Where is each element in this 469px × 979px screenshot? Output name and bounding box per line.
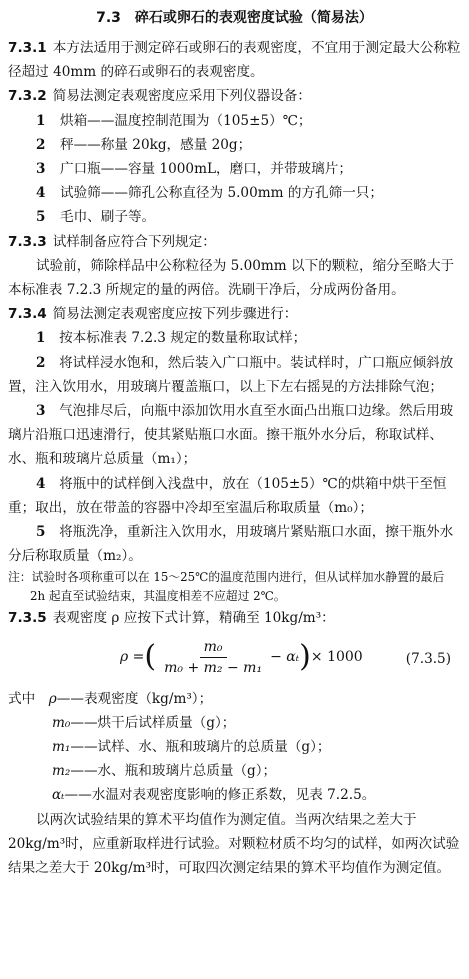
equation-number: (7.3.5) bbox=[405, 650, 451, 667]
left-paren: ( bbox=[144, 639, 157, 675]
clause-number: 7.3.5 bbox=[8, 610, 47, 627]
right-paren: ) bbox=[299, 639, 311, 675]
where-row: m₀——烘干后试样质量（g）； bbox=[52, 714, 236, 731]
clause-text: 简易法测定表观密度应采用下列仪器设备： bbox=[52, 88, 311, 105]
step-item: 4 将瓶中的试样倒入浅盘中，放在（105±5）℃的烘箱中烘干至恒重；取出，放在带盖的容器中冷却至室温后称取质量（m₀）； bbox=[8, 475, 447, 516]
note: 注：试验时各项称重可以在 15～25℃的温度范围内进行，但从试样加水静置的最后 2h 起直至试验结束，其温度相差不应超过 2℃。 bbox=[8, 570, 445, 604]
clause-number: 7.3.1 bbox=[8, 40, 47, 56]
clause-number: 7.3.4 bbox=[8, 306, 47, 323]
formula-multiplier: × 1000 bbox=[310, 649, 363, 666]
where-row: m₁——试样、水、瓶和玻璃片的总质量（g）； bbox=[52, 739, 331, 756]
where-row: 式中 ρ——表观密度（kg/m³）； bbox=[8, 690, 213, 707]
formula-7-3-5 bbox=[8, 633, 461, 685]
formula-correction: − αₜ bbox=[270, 649, 300, 666]
fraction bbox=[160, 637, 266, 678]
clause-text: 试样制备应符合下列规定： bbox=[52, 233, 216, 250]
fraction-denominator: m₀ + m₂ − m₁ bbox=[164, 659, 263, 676]
fraction-numerator: m₀ bbox=[200, 637, 227, 658]
clause-7-3-5 bbox=[8, 606, 461, 630]
step-item: 1 按本标准表 7.2.3 规定的数量称取试样； bbox=[36, 330, 307, 347]
section-title: 7.3 碎石或卵石的表观密度试验（简易法） bbox=[96, 10, 373, 26]
clause-7-3-2 bbox=[8, 84, 461, 108]
conclusion-paragraph: 以两次试验结果的算术平均值作为测定值。当两次结果之差大于 20kg/m³时，应重新取样进行试验。对颗粒材质不均匀的试样，如两次试验结果之差大于 20kg/m³时，可取四次测定结果的算术平均值作为测定值。 bbox=[8, 811, 460, 877]
clause-text: 简易法测定表观密度应按下列步骤进行： bbox=[52, 306, 298, 323]
where-row: αₜ——水温对表观密度影响的修正系数，见表 7.2.5。 bbox=[52, 787, 376, 804]
equipment-item: 4 试验筛——筛孔公称直径为 5.00mm 的方孔筛一只； bbox=[36, 185, 383, 202]
formula-lhs: ρ = bbox=[120, 649, 145, 666]
equipment-item: 5 毛巾、刷子等。 bbox=[36, 209, 156, 226]
where-row: m₂——水、瓶和玻璃片总质量（g）； bbox=[52, 763, 277, 780]
equipment-item: 2 秤——称量 20kg，感量 20g； bbox=[36, 136, 252, 153]
equipment-item: 1 烘箱——温度控制范围为（105±5）℃； bbox=[36, 112, 312, 129]
equipment-item: 3 广口瓶——容量 1000mL，磨口，并带玻璃片； bbox=[36, 161, 352, 178]
clause-text: 表观密度 ρ 应按下式计算，精确至 10kg/m³： bbox=[52, 610, 335, 627]
clause-number: 7.3.3 bbox=[8, 233, 47, 250]
clause-7-3-4 bbox=[8, 302, 461, 326]
step-item: 5 将瓶洗净，重新注入饮用水，用玻璃片紧贴瓶口水面，擦干瓶外水分后称取质量（m₂）。 bbox=[8, 524, 454, 565]
clause-7-3-1 bbox=[8, 36, 461, 84]
clause-body: 试验前，筛除样品中公称粒径为 5.00mm 以下的颗粒，缩分至略大于本标准表 7.2.3 所规定的量的两倍。洗刷干净后，分成两份备用。 bbox=[8, 257, 455, 299]
clause-number: 7.3.2 bbox=[8, 88, 47, 105]
step-item: 2 将试样浸水饱和，然后装入广口瓶中。装试样时，广口瓶应倾斜放置，注入饮用水，用玻璃片覆盖瓶口，以上下左右摇晃的方法排除气泡； bbox=[8, 354, 454, 395]
clause-7-3-3 bbox=[8, 230, 461, 254]
clause-text: 本方法适用于测定碎石或卵石的表观密度，不宜用于测定最大公称粒径超过 40mm 的碎石或卵石的表观密度。 bbox=[8, 40, 461, 81]
step-item: 3 气泡排尽后，向瓶中添加饮用水直至水面凸出瓶口边缘。然后用玻璃片沿瓶口迅速滑行，使其紧贴瓶口水面。擦干瓶外水分后，称取试样、水、瓶和玻璃片总质量（m₁）； bbox=[8, 403, 454, 468]
